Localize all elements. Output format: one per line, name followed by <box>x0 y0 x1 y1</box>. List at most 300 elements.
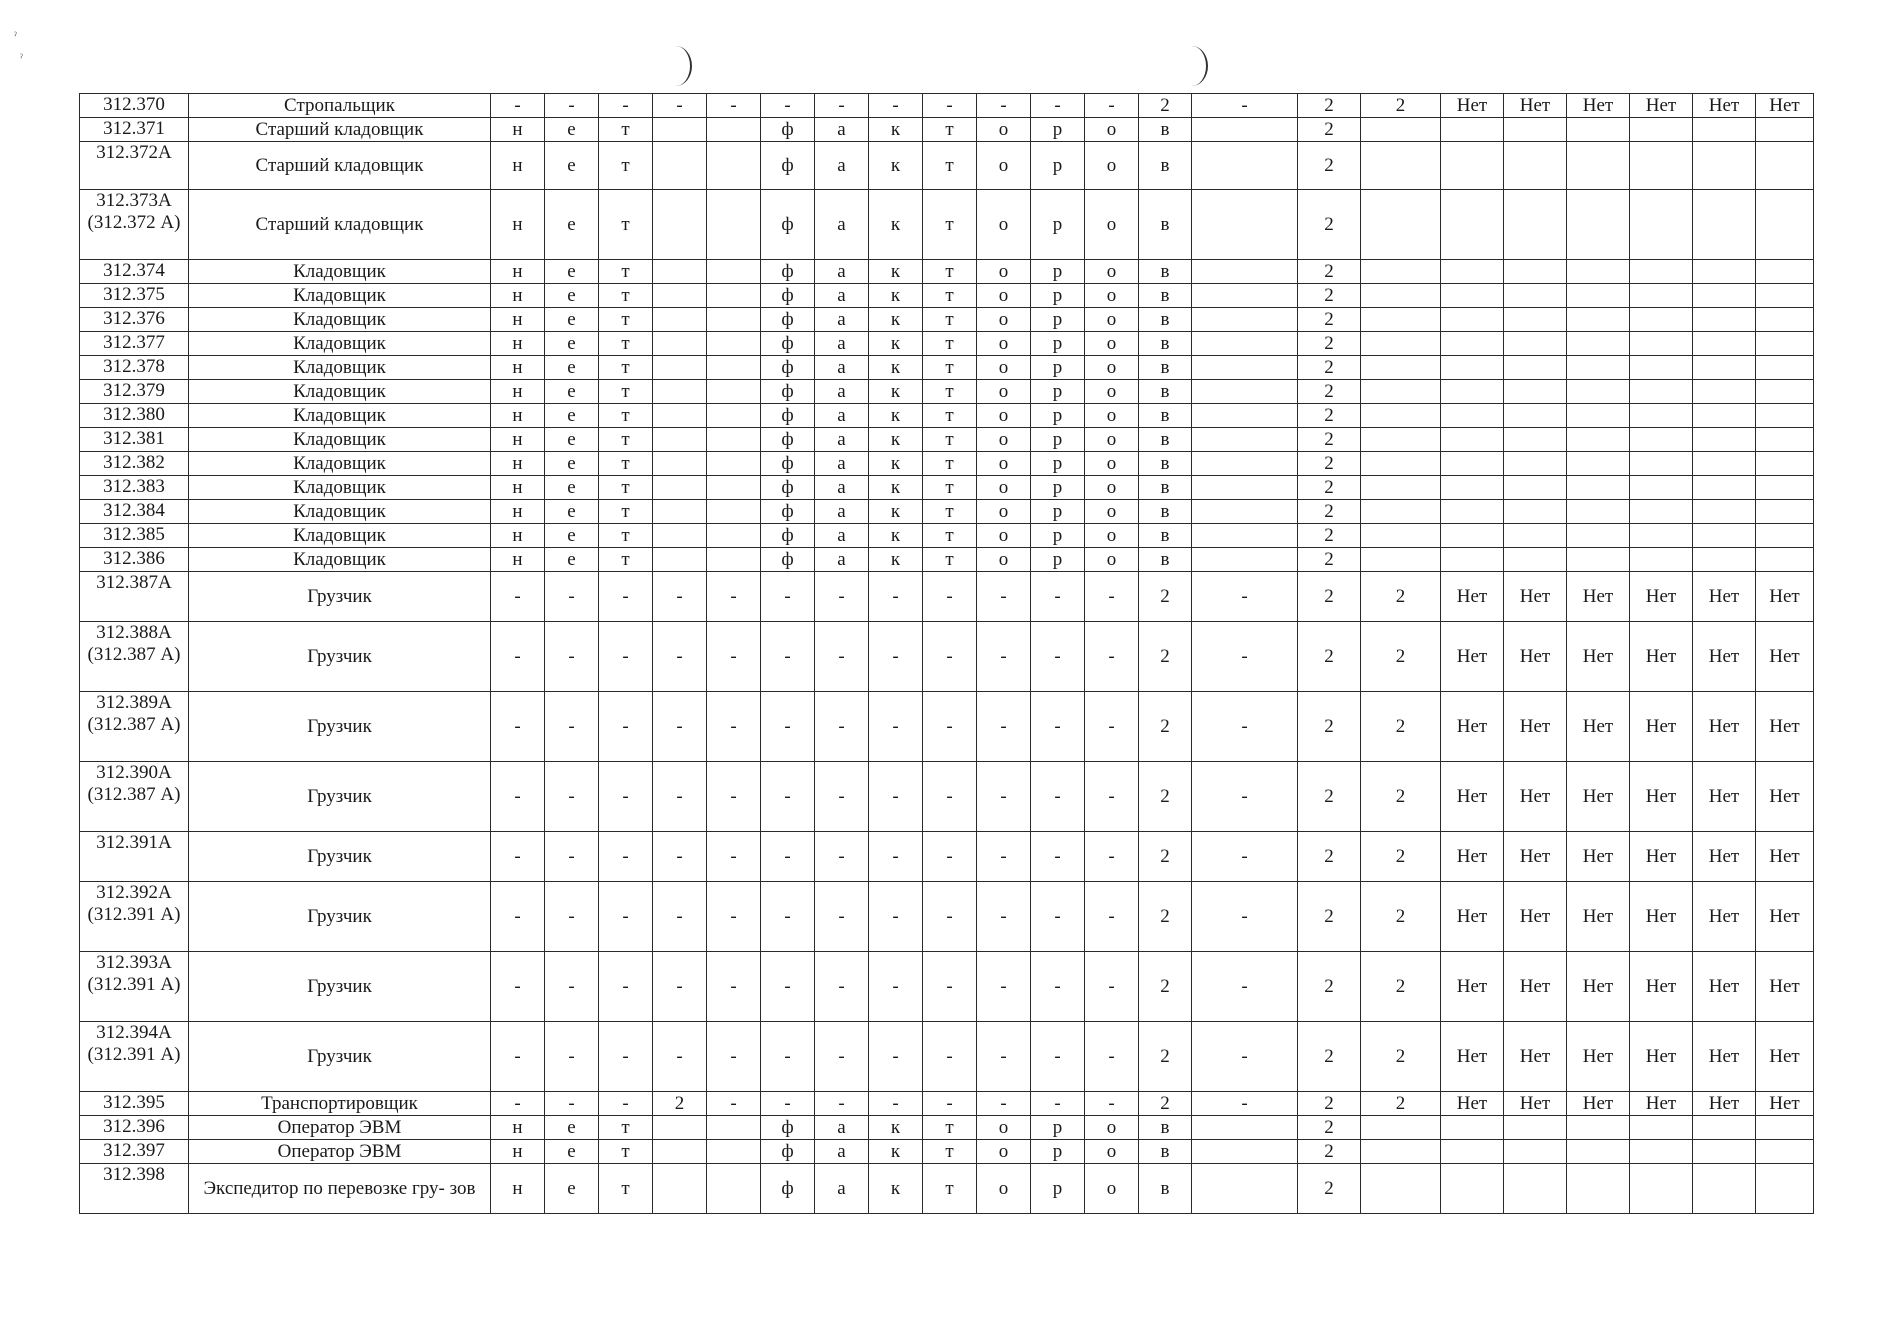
factor-cell: в <box>1139 332 1192 356</box>
factor-cell <box>653 1116 707 1140</box>
factor-cell <box>1693 260 1756 284</box>
factor-cell <box>1504 428 1567 452</box>
factor-cell: о <box>1085 452 1139 476</box>
factor-cell: - <box>707 882 761 952</box>
factor-cell: о <box>1085 476 1139 500</box>
factor-cell: к <box>869 380 923 404</box>
workplace-code: 312.381 <box>80 428 189 452</box>
factor-cell: - <box>599 94 653 118</box>
factor-cell: - <box>1031 622 1085 692</box>
factor-cell: 2 <box>1298 762 1361 832</box>
factor-cell: 2 <box>1298 284 1361 308</box>
factor-cell: 2 <box>1361 692 1441 762</box>
factor-cell: к <box>869 356 923 380</box>
factor-cell <box>1756 524 1814 548</box>
factor-cell: Нет <box>1756 832 1814 882</box>
factor-cell: о <box>977 142 1031 190</box>
factor-cell: - <box>815 692 869 762</box>
factor-cell: ф <box>761 380 815 404</box>
factor-cell: р <box>1031 404 1085 428</box>
factor-cell: - <box>869 1022 923 1092</box>
factor-cell: е <box>545 118 599 142</box>
factor-cell: - <box>977 622 1031 692</box>
table-row <box>80 1092 1814 1116</box>
factor-cell: - <box>977 832 1031 882</box>
table-row <box>80 882 1814 952</box>
factor-cell: в <box>1139 500 1192 524</box>
factor-cell <box>1693 452 1756 476</box>
factor-cell: Нет <box>1567 94 1630 118</box>
factor-cell <box>1361 118 1441 142</box>
factor-cell: к <box>869 1116 923 1140</box>
table-row <box>80 476 1814 500</box>
table-row <box>80 284 1814 308</box>
factor-cell <box>1504 332 1567 356</box>
position-name: Кладовщик <box>189 332 491 356</box>
factor-cell: р <box>1031 452 1085 476</box>
factor-cell: - <box>1085 572 1139 622</box>
factor-cell: в <box>1139 118 1192 142</box>
factor-cell: а <box>815 404 869 428</box>
factor-cell: а <box>815 452 869 476</box>
factor-cell: Нет <box>1693 762 1756 832</box>
factor-cell: н <box>491 476 545 500</box>
factor-cell <box>1567 260 1630 284</box>
factor-cell: 2 <box>1298 1022 1361 1092</box>
factor-cell: 2 <box>1298 476 1361 500</box>
factor-cell: т <box>923 404 977 428</box>
factor-cell: Нет <box>1504 762 1567 832</box>
position-name: Кладовщик <box>189 500 491 524</box>
factor-cell: - <box>707 1022 761 1092</box>
factor-cell: - <box>1192 952 1298 1022</box>
factor-cell <box>1441 476 1504 500</box>
factor-cell: е <box>545 190 599 260</box>
factor-cell: - <box>599 882 653 952</box>
factor-cell: е <box>545 308 599 332</box>
factor-cell <box>1756 452 1814 476</box>
factor-cell <box>653 452 707 476</box>
factor-cell: - <box>761 94 815 118</box>
workplace-code: 312.375 <box>80 284 189 308</box>
table-row <box>80 524 1814 548</box>
factor-cell: - <box>599 762 653 832</box>
factor-cell <box>1192 190 1298 260</box>
factor-cell <box>653 142 707 190</box>
factor-cell: - <box>599 1092 653 1116</box>
factor-cell <box>1361 260 1441 284</box>
factor-cell: к <box>869 308 923 332</box>
factor-cell: 2 <box>1139 1092 1192 1116</box>
table-row <box>80 380 1814 404</box>
factor-cell: о <box>1085 1116 1139 1140</box>
factor-cell <box>1441 500 1504 524</box>
page-corner-mark: ˀ <box>20 52 23 64</box>
factor-cell: к <box>869 1164 923 1214</box>
table-row <box>80 94 1814 118</box>
factor-cell: - <box>1031 952 1085 1022</box>
factor-cell <box>1504 118 1567 142</box>
factor-cell <box>1361 404 1441 428</box>
factor-cell: 2 <box>1298 332 1361 356</box>
factor-cell: - <box>977 1022 1031 1092</box>
workplace-code: 312.382 <box>80 452 189 476</box>
factor-cell: Нет <box>1504 622 1567 692</box>
factor-cell <box>707 476 761 500</box>
workplace-code: 312.383 <box>80 476 189 500</box>
factor-cell <box>653 1164 707 1214</box>
position-name: Грузчик <box>189 622 491 692</box>
factor-cell: о <box>1085 308 1139 332</box>
factor-cell: 2 <box>1298 500 1361 524</box>
factor-cell <box>1192 260 1298 284</box>
position-name: Кладовщик <box>189 404 491 428</box>
factor-cell: р <box>1031 524 1085 548</box>
factor-cell <box>1361 190 1441 260</box>
factor-cell: Нет <box>1441 1022 1504 1092</box>
factor-cell: 2 <box>1298 1164 1361 1214</box>
factor-cell: - <box>653 94 707 118</box>
factor-cell: - <box>815 1092 869 1116</box>
factor-cell: к <box>869 404 923 428</box>
factor-cell <box>1693 428 1756 452</box>
factor-cell: - <box>491 762 545 832</box>
factor-cell: ф <box>761 190 815 260</box>
factor-cell: т <box>599 190 653 260</box>
factor-cell <box>1693 524 1756 548</box>
factor-cell <box>653 404 707 428</box>
factor-cell <box>1192 308 1298 332</box>
factor-cell: в <box>1139 548 1192 572</box>
assessment-table-container <box>79 93 1811 1214</box>
factor-cell: е <box>545 476 599 500</box>
workplace-code: 312.394А (312.391 А) <box>80 1022 189 1092</box>
factor-cell: Нет <box>1756 882 1814 952</box>
factor-cell <box>1441 260 1504 284</box>
factor-cell: Нет <box>1756 622 1814 692</box>
factor-cell: Нет <box>1693 1022 1756 1092</box>
factor-cell: Нет <box>1441 692 1504 762</box>
factor-cell <box>1630 118 1693 142</box>
position-name: Кладовщик <box>189 524 491 548</box>
factor-cell: т <box>599 356 653 380</box>
factor-cell: ф <box>761 476 815 500</box>
factor-cell <box>653 190 707 260</box>
factor-cell: т <box>923 260 977 284</box>
factor-cell <box>1630 380 1693 404</box>
factor-cell: - <box>707 692 761 762</box>
factor-cell: р <box>1031 1164 1085 1214</box>
factor-cell: Нет <box>1441 882 1504 952</box>
factor-cell: - <box>545 572 599 622</box>
factor-cell: - <box>1031 1022 1085 1092</box>
factor-cell: Нет <box>1630 832 1693 882</box>
factor-cell: Нет <box>1567 952 1630 1022</box>
factor-cell: о <box>977 284 1031 308</box>
factor-cell: - <box>1085 1022 1139 1092</box>
workplace-code: 312.398 <box>80 1164 189 1214</box>
factor-cell: а <box>815 548 869 572</box>
factor-cell: о <box>977 1140 1031 1164</box>
factor-cell <box>1567 476 1630 500</box>
factor-cell: н <box>491 142 545 190</box>
factor-cell <box>707 428 761 452</box>
factor-cell: 2 <box>1361 762 1441 832</box>
factor-cell: н <box>491 260 545 284</box>
factor-cell <box>1567 118 1630 142</box>
factor-cell <box>1441 332 1504 356</box>
factor-cell: - <box>923 94 977 118</box>
factor-cell: ф <box>761 524 815 548</box>
factor-cell <box>1567 452 1630 476</box>
factor-cell: 2 <box>1139 692 1192 762</box>
table-row <box>80 622 1814 692</box>
factor-cell <box>1504 404 1567 428</box>
factor-cell: Нет <box>1504 1022 1567 1092</box>
binder-hole-right <box>1176 46 1208 86</box>
factor-cell: 2 <box>1298 190 1361 260</box>
factor-cell: т <box>599 380 653 404</box>
factor-cell: н <box>491 500 545 524</box>
factor-cell: т <box>923 190 977 260</box>
factor-cell: - <box>923 882 977 952</box>
factor-cell: р <box>1031 332 1085 356</box>
factor-cell: в <box>1139 380 1192 404</box>
factor-cell: - <box>545 622 599 692</box>
workplace-code: 312.378 <box>80 356 189 380</box>
factor-cell: н <box>491 548 545 572</box>
factor-cell: - <box>545 692 599 762</box>
factor-cell: - <box>977 882 1031 952</box>
factor-cell <box>1756 142 1814 190</box>
factor-cell: - <box>653 1022 707 1092</box>
factor-cell: - <box>491 622 545 692</box>
factor-cell <box>1192 284 1298 308</box>
factor-cell: 2 <box>1139 762 1192 832</box>
table-row <box>80 428 1814 452</box>
factor-cell: - <box>545 1092 599 1116</box>
factor-cell <box>1693 476 1756 500</box>
factor-cell: в <box>1139 190 1192 260</box>
workplace-code: 312.385 <box>80 524 189 548</box>
factor-cell: а <box>815 284 869 308</box>
factor-cell: о <box>977 380 1031 404</box>
factor-cell: а <box>815 1164 869 1214</box>
factor-cell: р <box>1031 380 1085 404</box>
factor-cell: в <box>1139 284 1192 308</box>
factor-cell <box>1567 428 1630 452</box>
factor-cell <box>1361 308 1441 332</box>
factor-cell: Нет <box>1504 94 1567 118</box>
factor-cell: в <box>1139 524 1192 548</box>
factor-cell <box>1630 332 1693 356</box>
factor-cell: о <box>977 428 1031 452</box>
factor-cell <box>1361 452 1441 476</box>
factor-cell: н <box>491 332 545 356</box>
factor-cell <box>653 118 707 142</box>
factor-cell <box>1504 308 1567 332</box>
factor-cell: - <box>1192 94 1298 118</box>
factor-cell: 2 <box>1361 1022 1441 1092</box>
factor-cell <box>1504 452 1567 476</box>
factor-cell: Нет <box>1504 832 1567 882</box>
factor-cell: о <box>977 524 1031 548</box>
factor-cell: Нет <box>1756 1092 1814 1116</box>
factor-cell: Нет <box>1630 882 1693 952</box>
factor-cell: - <box>761 882 815 952</box>
factor-cell <box>653 428 707 452</box>
factor-cell <box>1756 356 1814 380</box>
factor-cell <box>1630 476 1693 500</box>
factor-cell: о <box>977 190 1031 260</box>
factor-cell <box>1630 284 1693 308</box>
factor-cell: - <box>545 832 599 882</box>
factor-cell: о <box>977 476 1031 500</box>
factor-cell: 2 <box>653 1092 707 1116</box>
workplace-code: 312.396 <box>80 1116 189 1140</box>
factor-cell: ф <box>761 548 815 572</box>
factor-cell: в <box>1139 1116 1192 1140</box>
factor-cell <box>1630 1140 1693 1164</box>
workplace-code: 312.376 <box>80 308 189 332</box>
factor-cell: е <box>545 524 599 548</box>
factor-cell: р <box>1031 476 1085 500</box>
factor-cell <box>1192 428 1298 452</box>
factor-cell: - <box>491 882 545 952</box>
factor-cell <box>1693 404 1756 428</box>
factor-cell: Нет <box>1630 762 1693 832</box>
factor-cell: - <box>815 952 869 1022</box>
factor-cell: р <box>1031 308 1085 332</box>
table-row <box>80 1140 1814 1164</box>
factor-cell: 2 <box>1298 548 1361 572</box>
factor-cell <box>1630 428 1693 452</box>
factor-cell: 2 <box>1298 260 1361 284</box>
factor-cell: о <box>1085 190 1139 260</box>
factor-cell: - <box>1031 762 1085 832</box>
factor-cell: 2 <box>1139 622 1192 692</box>
factor-cell: - <box>923 692 977 762</box>
factor-cell: о <box>1085 1164 1139 1214</box>
factor-cell <box>1693 500 1756 524</box>
factor-cell: - <box>545 762 599 832</box>
factor-cell <box>1756 1140 1814 1164</box>
factor-cell: Нет <box>1441 832 1504 882</box>
factor-cell: ф <box>761 332 815 356</box>
factor-cell: о <box>977 452 1031 476</box>
factor-cell: 2 <box>1298 952 1361 1022</box>
factor-cell: о <box>977 1164 1031 1214</box>
factor-cell <box>1441 118 1504 142</box>
factor-cell <box>1504 380 1567 404</box>
factor-cell: Нет <box>1693 572 1756 622</box>
factor-cell: а <box>815 500 869 524</box>
factor-cell <box>1361 1116 1441 1140</box>
workplace-code: 312.393А (312.391 А) <box>80 952 189 1022</box>
factor-cell: е <box>545 380 599 404</box>
factor-cell: к <box>869 284 923 308</box>
factor-cell: о <box>1085 428 1139 452</box>
factor-cell: 2 <box>1139 94 1192 118</box>
factor-cell: к <box>869 260 923 284</box>
factor-cell <box>1756 190 1814 260</box>
factor-cell <box>1504 524 1567 548</box>
factor-cell <box>1192 524 1298 548</box>
factor-cell: - <box>491 1022 545 1092</box>
factor-cell <box>1567 1164 1630 1214</box>
factor-cell: 2 <box>1298 118 1361 142</box>
factor-cell: е <box>545 548 599 572</box>
factor-cell <box>1756 380 1814 404</box>
factor-cell: 2 <box>1139 1022 1192 1092</box>
factor-cell <box>707 452 761 476</box>
factor-cell <box>1504 548 1567 572</box>
factor-cell: - <box>977 94 1031 118</box>
factor-cell: ф <box>761 308 815 332</box>
factor-cell: - <box>491 952 545 1022</box>
factor-cell: т <box>599 1164 653 1214</box>
factor-cell: а <box>815 380 869 404</box>
factor-cell: 2 <box>1298 622 1361 692</box>
factor-cell: - <box>545 1022 599 1092</box>
factor-cell <box>1504 1164 1567 1214</box>
factor-cell: - <box>599 572 653 622</box>
position-name: Кладовщик <box>189 452 491 476</box>
factor-cell: о <box>1085 260 1139 284</box>
factor-cell: - <box>977 572 1031 622</box>
factor-cell <box>1630 190 1693 260</box>
factor-cell <box>1567 548 1630 572</box>
factor-cell <box>1361 500 1441 524</box>
factor-cell: - <box>761 1092 815 1116</box>
factor-cell <box>1441 524 1504 548</box>
factor-cell: н <box>491 1164 545 1214</box>
factor-cell: 2 <box>1298 356 1361 380</box>
factor-cell: Нет <box>1567 1022 1630 1092</box>
factor-cell: Нет <box>1567 692 1630 762</box>
factor-cell: - <box>599 832 653 882</box>
factor-cell: а <box>815 190 869 260</box>
factor-cell <box>1693 356 1756 380</box>
position-name: Стропальщик <box>189 94 491 118</box>
factor-cell: т <box>923 476 977 500</box>
factor-cell <box>1630 356 1693 380</box>
factor-cell <box>1192 476 1298 500</box>
factor-cell <box>653 356 707 380</box>
factor-cell: к <box>869 524 923 548</box>
factor-cell: - <box>869 94 923 118</box>
position-name: Грузчик <box>189 832 491 882</box>
position-name: Кладовщик <box>189 308 491 332</box>
factor-cell <box>1361 1164 1441 1214</box>
factor-cell: в <box>1139 356 1192 380</box>
factor-cell: 2 <box>1298 1092 1361 1116</box>
factor-cell: т <box>599 284 653 308</box>
factor-cell: т <box>923 1164 977 1214</box>
factor-cell: 2 <box>1298 380 1361 404</box>
factor-cell <box>1630 308 1693 332</box>
factor-cell: а <box>815 524 869 548</box>
factor-cell: ф <box>761 1164 815 1214</box>
factor-cell <box>1441 428 1504 452</box>
factor-cell: - <box>491 832 545 882</box>
factor-cell <box>1361 548 1441 572</box>
factor-cell: 2 <box>1298 452 1361 476</box>
position-name: Оператор ЭВМ <box>189 1116 491 1140</box>
factor-cell <box>1567 404 1630 428</box>
factor-cell: ф <box>761 284 815 308</box>
factor-cell: в <box>1139 308 1192 332</box>
